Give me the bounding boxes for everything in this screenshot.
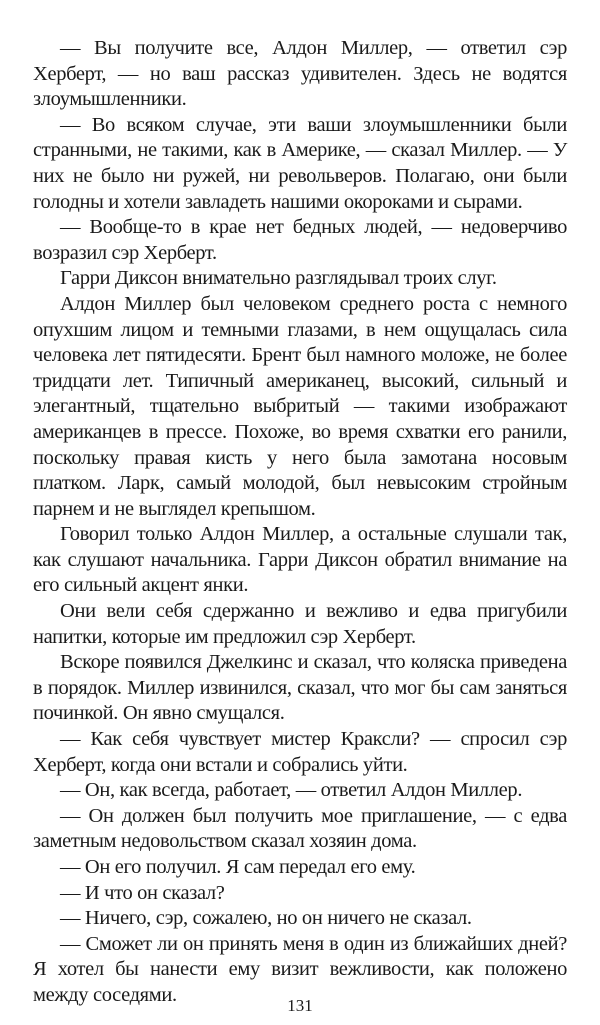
- paragraph: — Он, как всегда, работает, — ответил Алдон Миллер.: [60, 779, 523, 802]
- paragraph: — Во всяком случае, эти ваши злоумышленники были странными, не такими, как в Америке, — сказал Миллер. — У них не было ни ружей, ни револьверов. Полагаю, они были голодны и хотели завладеть нашими окороками и сырами.: [33, 113, 567, 213]
- page-number: 131: [287, 996, 313, 1015]
- paragraph: Гарри Диксон внимательно разглядывал троих слуг.: [60, 267, 497, 290]
- paragraph: — Ничего, сэр, сожалею, но он ничего не сказал.: [60, 907, 472, 930]
- page-body: [33, 36, 567, 1009]
- paragraph: — Он должен был получить мое приглашение, — с едва заметным недовольством сказал хозяин дома.: [33, 804, 567, 853]
- paragraph: Вскоре появился Джелкинс и сказал, что коляска приведена в порядок. Миллер извинился, сказал, что мог бы сам заняться починкой. Он явно смущался.: [33, 651, 567, 725]
- paragraph: — Как себя чувствует мистер Краксли? — спросил сэр Херберт, когда они встали и собрались уйти.: [33, 728, 567, 776]
- paragraph: — И что он сказал?: [60, 881, 225, 904]
- paragraph: — Он его получил. Я сам передал его ему.: [60, 856, 416, 878]
- paragraph: — Сможет ли он принять меня в один из ближайших дней? Я хотел бы нанести ему визит вежливости, как положено между соседями.: [33, 932, 567, 1006]
- paragraph: — Вы получите все, Алдон Миллер, — ответил сэр Херберт, — но ваш рассказ удивителен. Здесь не водятся злоумышленники.: [33, 37, 567, 111]
- paragraph: — Вообще-то в крае нет бедных людей, — недоверчиво возразил сэр Херберт.: [33, 216, 567, 264]
- paragraph: Говорил только Алдон Миллер, а остальные слушали так, как слушают начальника. Гарри Диксон обратил внимание на его сильный акцент янки.: [33, 523, 567, 597]
- paragraph: Они вели себя сдержанно и вежливо и едва пригубили напитки, которые им предложил сэр Херберт.: [33, 600, 567, 648]
- paragraph: Алдон Миллер был человеком среднего роста с немного опухшим лицом и темными глазами, в нем ощущалась сила человека лет пятидесяти. Брент был намного моложе, не более тридцати лет. Типичный американец, высокий, сильный и элегантный, тщательно выбритый — такими изображают американцев в прессе. Похоже, во время схватки его ранили, поскольку правая кисть у него была замотана носовым платком. Ларк, самый молодой, был невысоким стройным парнем и не выглядел крепышом.: [33, 292, 567, 520]
